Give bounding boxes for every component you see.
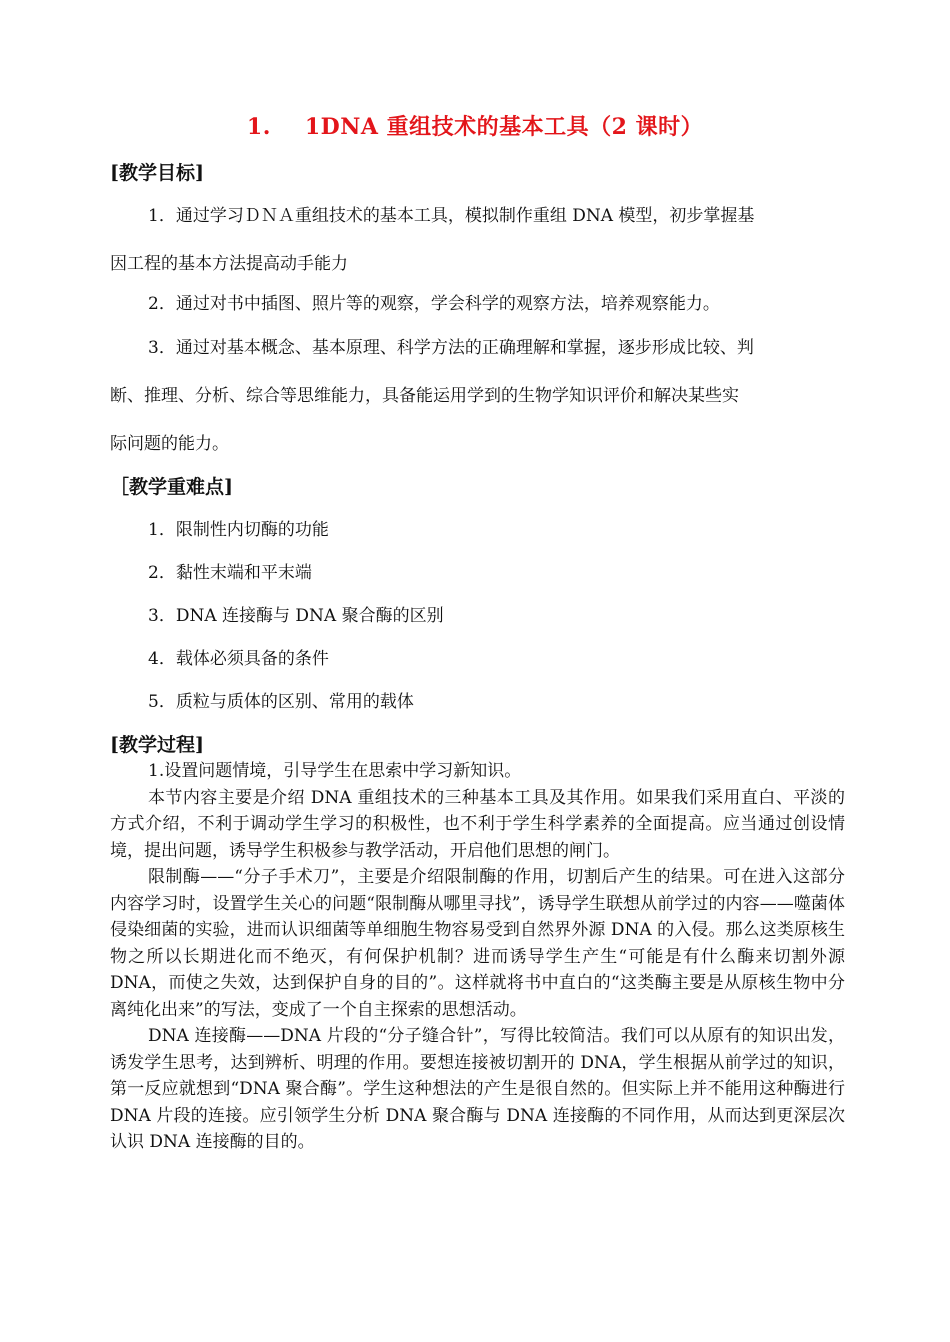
- objective-2-line: 2．通过对书中插图、照片等的观察，学会科学的观察方法，培养观察能力。: [148, 294, 720, 314]
- title-number: 1.: [246, 114, 271, 140]
- title-text: 1DNA 重组技术的基本工具（2 课时）: [304, 114, 704, 140]
- objective-3-line-2: 断、推理、分析、综合等思维能力，具备能运用学到的生物学知识评价和解决某些实: [110, 386, 739, 406]
- process-paragraph-3: 限制酶——“分子手术刀”，主要是介绍限制酶的作用，切割后产生的结果。可在进入这部分内容学习时，设置学生关心的问题“限制酶从哪里寻找”，诱导学生联想从前学过的内容——噬菌体侵染细菌的实验，进而认识细菌等单细胞生物容易受到自然界外源 DNA 的入侵。那么这类原核生物之所以长期进化而不绝灭，有何保护机制？进而诱导学生产生“可能是有什么酶来切割外源 DNA，而使之失效，达到保护自身的目的”。这样就将书中直白的“这类酶主要是从原核生物中分离纯化出来”的写法，变成了一个自主探索的思想活动。: [110, 867, 845, 1020]
- objective-3: [110, 324, 840, 468]
- objective-3-line-3: 际问题的能力。: [110, 434, 229, 454]
- key-points-heading: ［教学重难点]: [110, 476, 233, 498]
- key-point-2: 2．黏性末端和平末端: [148, 563, 312, 583]
- objective-1: [110, 192, 840, 288]
- objective-3-line-1: 3．通过对基本概念、基本原理、科学方法的正确理解和掌握，逐步形成比较、判: [148, 338, 754, 358]
- objectives-heading: [教学目标]: [110, 162, 204, 184]
- objective-2: [110, 280, 840, 328]
- key-point-5: 5．质粒与质体的区别、常用的载体: [148, 692, 414, 712]
- key-point-3: 3．DNA 连接酶与 DNA 聚合酶的区别: [148, 606, 444, 626]
- key-point-4: 4．载体必须具备的条件: [148, 649, 329, 669]
- process-paragraph-1: 1.设置问题情境，引导学生在思索中学习新知识。: [148, 761, 522, 781]
- process-body: [110, 758, 845, 1156]
- key-point-1: 1．限制性内切酶的功能: [148, 520, 329, 540]
- objective-1-line-1: 1．通过学习ＤＮＡ重组技术的基本工具，模拟制作重组 DNA 模型，初步掌握基: [148, 206, 755, 226]
- process-paragraph-4: DNA 连接酶——DNA 片段的“分子缝合针”，写得比较简洁。我们可以从原有的知识出发，诱发学生思考，达到辨析、明理的作用。要想连接被切割开的 DNA，学生根据从前学过的知识，第一反应就想到“DNA 聚合酶”。学生这种想法的产生是很自然的。但实际上并不能用这种酶进行 DNA 片段的连接。应引领学生分析 DNA 聚合酶与 DNA 连接酶的不同作用，从而达到更深层次认识 DNA 连接酶的目的。: [110, 1026, 845, 1152]
- process-paragraph-2: 本节内容主要是介绍 DNA 重组技术的三种基本工具及其作用。如果我们采用直白、平淡的方式介绍，不利于调动学生学习的积极性，也不利于学生科学素养的全面提高。应当通过创设情境，提出问题，诱导学生积极参与教学活动，开启他们思想的闸门。: [110, 787, 845, 861]
- objective-1-line-2: 因工程的基本方法提高动手能力: [110, 254, 348, 274]
- process-heading: [教学过程]: [110, 734, 204, 756]
- document-title: [0, 110, 950, 141]
